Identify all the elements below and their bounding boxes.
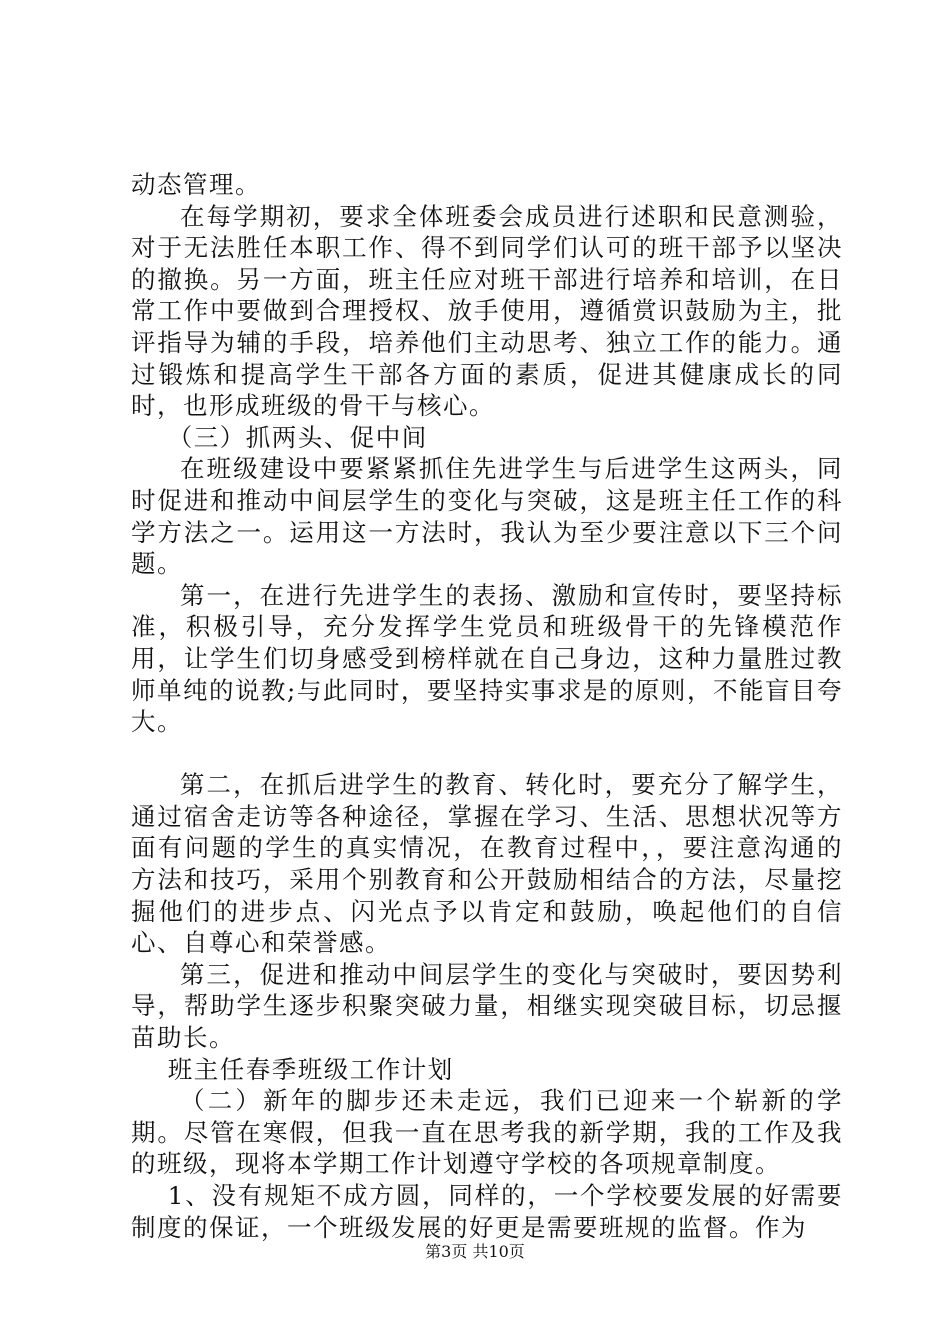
section-title-spring-plan: 班主任春季班级工作计划 <box>167 1054 454 1084</box>
paragraph-rules: 1、没有规矩不成方圆，同样的，一个学校要发展的好需要制度的保证，一个班级发展的好更是需要班规的监督。作为 <box>131 1181 843 1242</box>
page-number-footer: 第3页 共10页 <box>425 1242 525 1261</box>
paragraph-class-committee: 在每学期初，要求全体班委会成员进行述职和民意测验，对于无法胜任本职工作、得不到同学们认可的班干部予以坚决的撤换。另一方面，班主任应对班干部进行培养和培训，在日常工作中要做到合理授权、放手使用，遵循赏识鼓励为主，批评指导为辅的手段，培养他们主动思考、独立工作的能力。通过锻炼和提高学生干部各方面的素质，促进其健康成长的同时，也形成班级的骨干与核心。 <box>131 201 843 421</box>
paragraph-class-building: 在班级建设中要紧紧抓住先进学生与后进学生这两头，同时促进和推动中间层学生的变化与突破，这是班主任工作的科学方法之一。运用这一方法时，我认为至少要注意以下三个问题。 <box>131 454 843 579</box>
paragraph-second-point: 第二，在抓后进学生的教育、转化时，要充分了解学生，通过宿舍走访等各种途径，掌握在学习、生活、思想状况等方面有问题的学生的真实情况，在教育过程中，，要注意沟通的方法和技巧，采用个别教育和公开鼓励相结合的方法，尽量挖掘他们的进步点、闪光点予以肯定和鼓励，唤起他们的自信心、自尊心和荣誉感。 <box>131 770 843 958</box>
paragraph-third-point: 第三，促进和推动中间层学生的变化与突破时，要因势利导，帮助学生逐步积聚突破力量，相继实现突破目标，切忌揠苗助长。 <box>131 959 843 1053</box>
paragraph-new-semester: （二）新年的脚步还未走远，我们已迎来一个崭新的学期。尽管在寒假，但我一直在思考我的新学期，我的工作及我的班级，现将本学期工作计划遵守学校的各项规章制度。 <box>131 1086 843 1179</box>
paragraph-continuation: 动态管理。 <box>131 170 261 199</box>
document-body <box>131 169 843 1243</box>
section-heading-three: （三）抓两头、促中间 <box>167 422 428 452</box>
paragraph-first-point: 第一，在进行先进学生的表扬、激励和宣传时，要坚持标准，积极引导，充分发挥学生党员和班级骨干的先锋模范作用，让学生们切身感受到榜样就在自己身边，这种力量胜过教师单纯的说教;与此同时，要坚持实事求是的原则，不能盲目夸大。 <box>131 580 843 737</box>
